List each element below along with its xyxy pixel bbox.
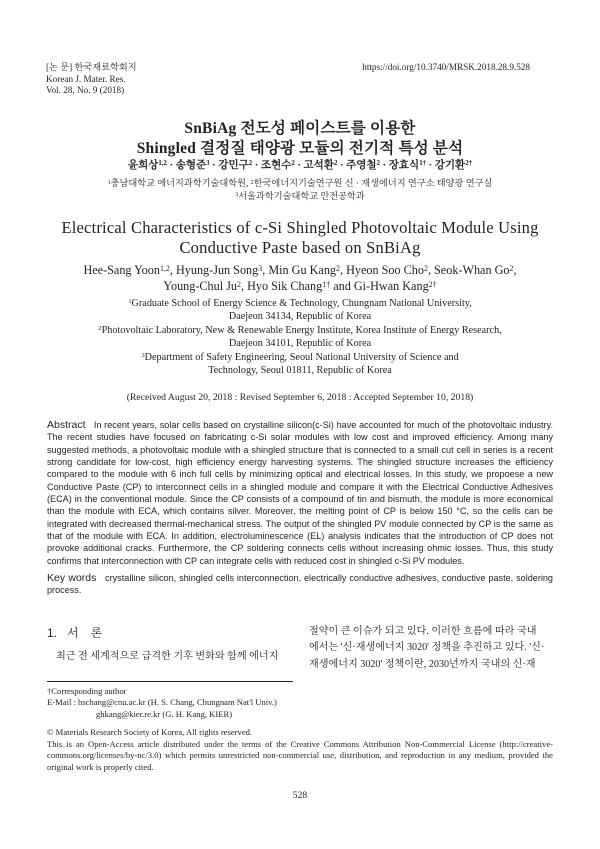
license-text: This is an Open-Access article distributed under the terms of the Creative Commons Attribution Non-Commercial License (http://creative-commons.org/licenses/by-nc/3.0) which permits unrestricted non-commercial use, distribution, and reproduction in any medium, provided the original work is properly cited. <box>47 738 553 773</box>
author-name: 강민구 <box>218 160 249 171</box>
author-separator: · <box>426 160 435 171</box>
english-authors <box>40 262 560 294</box>
body-column-left <box>56 650 292 664</box>
author-separator: , <box>340 263 347 277</box>
english-title-line1: Electrical Characteristics of c-Si Shingled Photovoltaic Module Using <box>61 218 539 237</box>
affiliation-line <box>40 297 560 310</box>
keywords-label: Key words <box>47 572 97 584</box>
author-separator: · <box>252 160 261 171</box>
footnote <box>47 686 277 720</box>
affiliation-marker: 3 <box>235 192 239 199</box>
author-name: 장효식 <box>388 160 420 171</box>
keywords-text: crystalline silicon, shingled cells interconnection, electrically conductive adhesives, conductive paste, soldering process. <box>47 573 553 596</box>
author-name: 조현수 <box>260 160 292 171</box>
email-line1 <box>47 697 277 708</box>
copyright-notice <box>47 727 553 774</box>
email-label: E-Mail : <box>47 697 79 708</box>
footnote-divider <box>47 681 293 682</box>
email-2[interactable]: ghkang@kier.re.kr (G. H. Kang, KIER) <box>96 708 233 719</box>
affiliation-marker: 1† <box>419 160 426 168</box>
corresponding-author: †Corresponding author <box>47 686 127 696</box>
affiliation-marker: 1 <box>128 298 132 306</box>
korean-affiliation-1: 충남대학교 에너지과학기술대학원, <box>110 178 251 188</box>
body-text-line: 최근 전 세계적으로 급격한 기후 변화와 함께 에너지 <box>56 651 279 662</box>
author-separator: , <box>513 263 517 277</box>
author-name: 송형준 <box>175 160 207 171</box>
affiliation-marker: 2 <box>423 263 428 273</box>
affiliation-line: Daejeon 34101, Republic of Korea <box>228 338 372 350</box>
affiliation-marker: 2 <box>333 160 338 168</box>
author-separator: , <box>427 263 435 277</box>
affiliation-marker: 2 <box>237 279 241 289</box>
article-category: [논 문] 한국재료학회지 <box>46 62 137 72</box>
korean-affiliation-line1 <box>40 177 560 190</box>
abstract-text: In recent years, solar cells based on crystalline silicon(c-Si) have accounted for much of the photovoltaic industry. The recent studies have focused on fabricating c-Si solar modules with low cost and improved efficiency. Among many suggested methods, a photovoltaic module with a shingled structure that is connected to a small cut cell in series is a recent strong candidate for low-cost, high efficiency energy harvesting systems. The shingled structure increases the efficiency compared to the module with 6 inch full cells by minimizing optical and electrical losses. In this study, we propoese a new Conductive Paste (CP) to interconnect cells in a shingled module and compare it with the Electrical Conductive Adhesives (ECA) in the conventional module. Since the CP consists of a compound of tin and bismuth, the module is more economical than the module with ECA, which contains silver. Moreover, the melting point of CP is below 150 °C, so the cells can be integrated with decreased thermal-mechanical stress. The output of the shingled PV module connected by CP is the same as that of the module with ECA. In addition, electroluminescence (EL) analysis indicates that the introduction of CP does not provoke additional cracks. Furthermore, the CP soldering connects cells without increasing ohmic losses. Thus, this study confirms that interconnection with CP can integrate cells with reduced cost in shingled c-Si PV modules. <box>47 420 553 566</box>
english-title <box>40 218 560 258</box>
author-name: 윤희상 <box>127 160 159 171</box>
affiliation-marker: 2 <box>291 160 295 168</box>
body-column-right <box>309 624 553 673</box>
author-name: Gi-Hwan Kang <box>353 279 429 293</box>
author-name: Hyeon Soo Cho <box>346 263 424 277</box>
english-affiliations <box>40 297 560 377</box>
author-name: 고석환 <box>303 160 334 171</box>
korean-affiliation-2: 한국에너지기술연구원 신 · 재생에너지 연구소 태양광 연구실 <box>253 178 493 188</box>
abstract-label: Abstract <box>47 419 86 431</box>
author-name: Hyung-Jun Song <box>175 263 259 277</box>
section-number: 1. <box>47 626 58 640</box>
body-text-line: 재생에너지 3020' 정책이란, 2030년까지 국내의 신·재 <box>309 658 536 670</box>
english-authors-line2 <box>40 278 560 294</box>
korean-title <box>40 119 560 158</box>
affiliation-marker: 2 <box>248 160 253 168</box>
author-name: 주영철 <box>346 160 377 171</box>
affiliation-marker: 2† <box>428 279 437 289</box>
affiliation-marker: 1,2 <box>159 263 170 273</box>
received-dates: (Received August 20, 2018 : Revised September 6, 2018 : Accepted September 10, 2018) <box>126 392 474 403</box>
author-separator: · <box>337 160 347 171</box>
affiliation-marker: 2 <box>509 263 514 273</box>
affiliation-marker: 3 <box>206 160 210 168</box>
section-heading <box>47 624 114 641</box>
affiliation-text: Graduate School of Energy Science & Technology, Chungnam National University, <box>131 298 472 309</box>
copyright-line: © Materials Research Society of Korea, All rights reserved. <box>47 727 253 737</box>
author-name: Hyo Sik Chang <box>247 279 323 293</box>
author-separator: · <box>209 160 219 171</box>
korean-affiliation-line2 <box>40 190 560 203</box>
author-name: Hee-Sang Yoon <box>83 263 160 277</box>
volume-info: Vol. 28, No. 9 (2018) <box>46 85 125 96</box>
author-name: 강기환 <box>434 160 466 171</box>
affiliation-line <box>40 324 560 337</box>
korean-affiliations <box>40 177 560 202</box>
affiliation-marker: 3 <box>141 351 145 359</box>
body-text-line: 절약이 큰 이슈가 되고 있다. 이러한 흐름에 따라 국내 <box>309 626 537 637</box>
affiliation-marker: 2 <box>98 325 102 333</box>
korean-authors <box>40 159 560 172</box>
affiliation-marker: 2 <box>376 160 380 168</box>
author-name: Young-Chul Ju <box>163 279 237 293</box>
author-separator: , <box>240 279 248 293</box>
author-separator: , <box>169 263 176 277</box>
email-line2 <box>47 709 277 720</box>
affiliation-marker: 2 <box>250 179 254 186</box>
affiliation-line: Daejeon 34134, Republic of Korea <box>228 311 372 323</box>
affiliation-marker: 1† <box>322 279 331 289</box>
affiliation-marker: 1 <box>107 179 111 186</box>
body-text-line: 에서는 '신·재생에너지 3020' 정책을 추진하고 있다. '신· <box>309 642 545 654</box>
affiliation-line: Technology, Seoul 01811, Republic of Korea <box>208 365 392 377</box>
korean-title-line2: Shingled 결정질 태양광 모듈의 전기적 특성 분석 <box>136 139 464 157</box>
page-number: 528 <box>292 790 308 801</box>
affiliation-marker: 2 <box>336 263 340 273</box>
author-separator: , <box>262 263 269 277</box>
journal-header <box>46 62 137 97</box>
keywords <box>47 572 553 597</box>
korean-title-line1: SnBiAg 전도성 페이스트를 이용한 <box>184 120 416 137</box>
journal-name-en: Korean J. Mater. Res. <box>46 73 126 84</box>
author-separator: and <box>330 279 354 293</box>
affiliation-line <box>40 351 560 364</box>
author-name: Seok-Whan Go <box>434 263 510 277</box>
affiliation-marker: 2† <box>465 160 473 168</box>
section-title: 서론 <box>67 626 115 640</box>
korean-affiliation-3: 서울과학기술대학교 안전공학과 <box>238 190 365 201</box>
doi-link[interactable]: https://doi.org/10.3740/MRSK.2018.28.9.528 <box>362 62 530 72</box>
author-separator: · <box>166 160 176 171</box>
affiliation-marker: 1,2 <box>158 160 167 168</box>
english-authors-line1 <box>40 262 560 278</box>
affiliation-text: Department of Safety Engineering, Seoul National University of Science and <box>144 351 459 363</box>
english-title-line2: Conductive Paste based on SnBiAg <box>179 238 421 257</box>
affiliation-marker: 3 <box>258 263 263 273</box>
affiliation-text: Photovoltaic Laboratory, New & Renewable Energy Institute, Korea Institute of Energy Research, <box>101 324 502 336</box>
email-1[interactable]: hschang@cnu.ac.kr (H. S. Chang, Chungnam Nat'l Univ.) <box>78 697 277 708</box>
author-separator: · <box>294 160 304 171</box>
author-name: Min Gu Kang <box>268 263 337 277</box>
abstract <box>47 419 553 567</box>
author-separator: · <box>379 160 389 171</box>
